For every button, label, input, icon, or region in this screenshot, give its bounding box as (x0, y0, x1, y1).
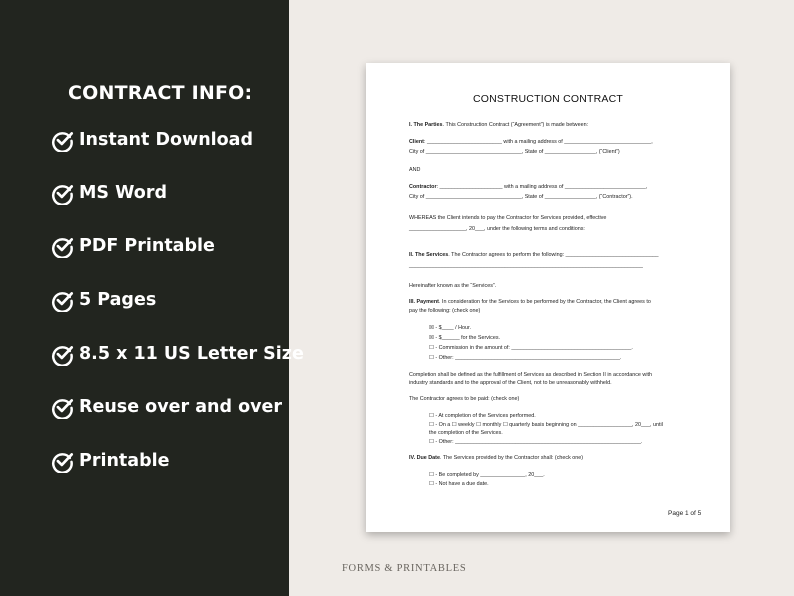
paid-option-continued: the completion of the Services. (429, 430, 503, 436)
contract-page (366, 63, 730, 532)
client-city-line: City of ________________________________, State of _________________, (“Client”) (409, 149, 620, 155)
contractor-line: Contractor: _____________________ with a mailing address of ___________________________, (409, 184, 648, 190)
payment-option: ☒ - $______ for the Services. (429, 335, 501, 341)
paid-intro: The Contractor agrees to be paid: (check one) (409, 396, 520, 402)
feature-item (51, 446, 169, 476)
page-number: Page 1 of 5 (668, 510, 702, 517)
check-circle-icon (51, 129, 74, 152)
contractor-label: Contractor (409, 184, 437, 190)
completion-line-1: Completion shall be defined as the fulfillment of Services as described in Section II in accordance with (409, 372, 653, 378)
and-text: AND (409, 167, 421, 173)
client-label: Client (409, 139, 424, 145)
feature-label: 5 Pages (79, 290, 157, 310)
panel-title: CONTRACT INFO: (68, 82, 253, 104)
payment-option: ☒ - $____ / Hour. (429, 325, 471, 331)
feature-label: PDF Printable (79, 236, 215, 256)
feature-item (51, 125, 253, 155)
due-option: ☐ - Not have a due date. (429, 481, 489, 487)
feature-item (51, 285, 156, 315)
whereas-line-2: ___________________, 20___, under the following terms and conditions: (409, 226, 585, 232)
feature-label: Instant Download (79, 130, 254, 150)
payment-line: III. Payment. In consideration for the Services to be performed by the Contractor, the Client agrees to (409, 299, 651, 305)
parties-line: I. The Parties. This Construction Contract (“Agreement”) is made between: (409, 122, 589, 128)
paid-option: ☐ - At completion of the Services performed. (429, 413, 536, 419)
completion-line-2: industry standards and to the approval of the Client, not to be unreasonably withheld. (409, 380, 612, 386)
check-circle-icon (51, 450, 74, 473)
feature-label: MS Word (79, 183, 167, 203)
check-circle-icon (51, 343, 74, 366)
whereas-line-1: WHEREAS the Client intends to pay the Contractor for Services provided, effective (409, 215, 607, 221)
paid-option: ☐ - Other: ______________________________________________________________. (429, 439, 643, 445)
due-date-heading: IV. Due Date (409, 455, 440, 461)
payment-option: ☐ - Commission in the amount of: ________________________________________. (429, 345, 633, 351)
document-title: CONSTRUCTION CONTRACT (472, 93, 624, 105)
services-line: II. The Services. The Contractor agrees to perform the following: _______________________________ (409, 252, 659, 258)
feature-label: Printable (79, 451, 170, 471)
feature-item (51, 231, 215, 261)
feature-item (51, 392, 282, 422)
check-circle-icon (51, 235, 74, 258)
contractor-city-line: City of ________________________________, State of _________________, (“Contractor”). (409, 194, 633, 200)
brand-name: FORMS & PRINTABLES (342, 563, 467, 574)
payment-line-2: pay the following: (check one) (409, 308, 481, 314)
parties-heading: I. The Parties (409, 122, 443, 128)
check-circle-icon (51, 182, 74, 205)
payment-option: ☐ - Other: _______________________________________________________. (429, 355, 622, 361)
services-heading: II. The Services (409, 252, 449, 258)
info-panel (0, 0, 304, 596)
feature-item (51, 178, 167, 208)
payment-heading: III. Payment (409, 299, 439, 305)
services-blank: ______________________________________________________________________________ (409, 263, 643, 269)
hereinafter-line: Hereinafter known as the “Services”. (409, 283, 497, 289)
check-circle-icon (51, 396, 74, 419)
check-circle-icon (51, 289, 74, 312)
due-option: ☐ - Be completed by _______________, 20___. (429, 472, 545, 478)
client-line: Client: _________________________ with a mailing address of _____________________________, (409, 139, 653, 145)
feature-label: 8.5 x 11 US Letter Size (79, 344, 304, 364)
feature-label: Reuse over and over (79, 397, 283, 417)
paid-option: ☐ - On a ☐ weekly ☐ monthly ☐ quarterly basis beginning on __________________, 20___, until (429, 422, 663, 428)
due-date-line: IV. Due Date. The Services provided by the Contractor shall: (check one) (409, 455, 584, 461)
feature-item (51, 339, 304, 369)
